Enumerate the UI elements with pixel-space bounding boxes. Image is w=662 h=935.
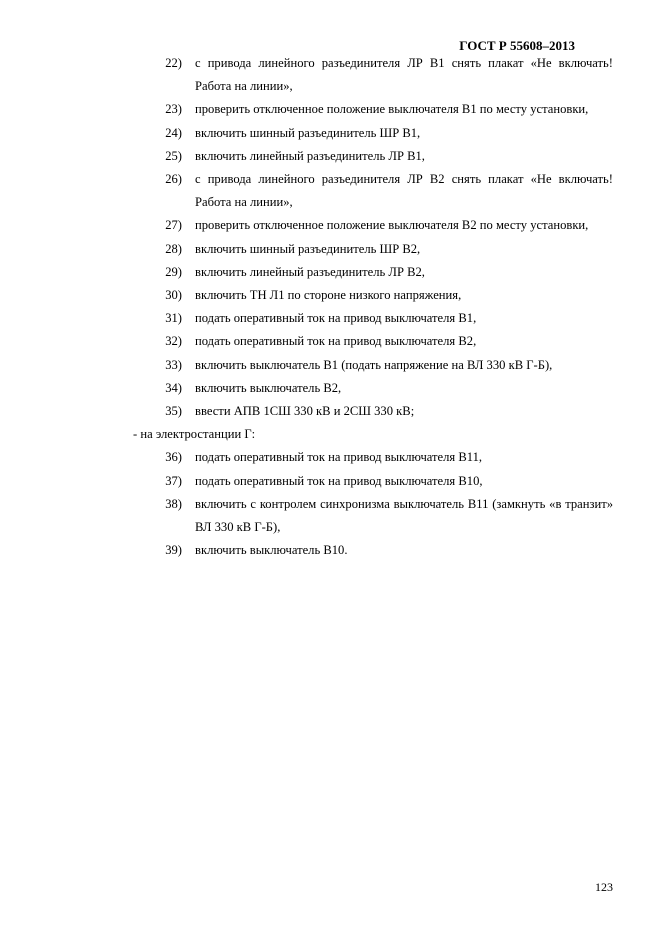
- item-number: 32): [165, 334, 182, 349]
- list-item: [133, 470, 613, 493]
- item-text: включить линейный разъединитель ЛР В1,: [195, 148, 425, 163]
- document-code: ГОСТ Р 55608–2013: [459, 38, 575, 53]
- item-number: 27): [165, 218, 182, 233]
- list-item: [133, 145, 613, 168]
- item-text: включить шинный разъединитель ШР В2,: [195, 241, 421, 256]
- item-number: 23): [165, 102, 182, 117]
- item-number: 26): [165, 172, 182, 187]
- item-text: с привода линейного разъединителя ЛР В1 снять плакат «Не включать! Работа на линии»,: [195, 56, 613, 94]
- item-text: подать оперативный ток на привод выключателя В2,: [195, 334, 477, 349]
- list-item: [133, 52, 613, 98]
- item-number: 33): [165, 357, 182, 372]
- item-number: 36): [165, 450, 182, 465]
- item-number: 25): [165, 148, 182, 163]
- item-text: включить выключатель В2,: [195, 380, 342, 395]
- list-item: [133, 539, 613, 562]
- page-number: 123: [595, 880, 613, 894]
- list-item: [133, 330, 613, 353]
- list-item: [133, 284, 613, 307]
- item-text: включить шинный разъединитель ШР В1,: [195, 125, 421, 140]
- list-item: [133, 493, 613, 539]
- procedure-list: [133, 52, 613, 562]
- item-number: 29): [165, 264, 182, 279]
- list-item: [133, 377, 613, 400]
- item-text: включить с контролем синхронизма выключатель В11 (замкнуть «в транзит» ВЛ 330 кВ Г-Б),: [195, 496, 613, 535]
- item-number: 35): [165, 404, 182, 419]
- list-item: [133, 446, 613, 469]
- item-number: 31): [165, 311, 182, 326]
- item-number: 28): [165, 241, 182, 256]
- list-item: [133, 400, 613, 423]
- item-number: 34): [165, 380, 182, 395]
- item-text: подать оперативный ток на привод выключателя В11,: [195, 450, 483, 465]
- item-number: 30): [165, 288, 182, 303]
- item-text: с привода линейного разъединителя ЛР В2 снять плакат «Не включать! Работа на линии»,: [195, 172, 613, 210]
- item-text: включить выключатель В1 (подать напряжение на ВЛ 330 кВ Г-Б),: [195, 357, 553, 372]
- item-text: проверить отключенное положение выключателя В1 по месту установки,: [195, 102, 589, 117]
- list-item: [133, 98, 613, 121]
- item-text: проверить отключенное положение выключателя В2 по месту установки,: [195, 218, 589, 233]
- item-text: подать оперативный ток на привод выключателя В10,: [195, 473, 483, 488]
- item-number: 22): [165, 56, 182, 70]
- section-label: - на электростанции Г:: [133, 427, 256, 442]
- item-number: 24): [165, 125, 182, 140]
- item-text: включить ТН Л1 по стороне низкого напряжения,: [195, 288, 462, 303]
- list-item: [133, 261, 613, 284]
- item-text: включить линейный разъединитель ЛР В2,: [195, 264, 425, 279]
- item-text: ввести АПВ 1СШ 330 кВ и 2СШ 330 кВ;: [195, 404, 415, 419]
- item-number: 39): [165, 543, 182, 558]
- list-item: [133, 122, 613, 145]
- list-item: [133, 307, 613, 330]
- list-item: [133, 214, 613, 237]
- list-item: [133, 238, 613, 261]
- item-text: подать оперативный ток на привод выключателя В1,: [195, 311, 477, 326]
- item-text: включить выключатель В10.: [195, 543, 348, 558]
- item-number: 38): [165, 496, 182, 511]
- item-number: 37): [165, 473, 182, 488]
- list-item: [133, 354, 613, 377]
- list-item: [133, 168, 613, 214]
